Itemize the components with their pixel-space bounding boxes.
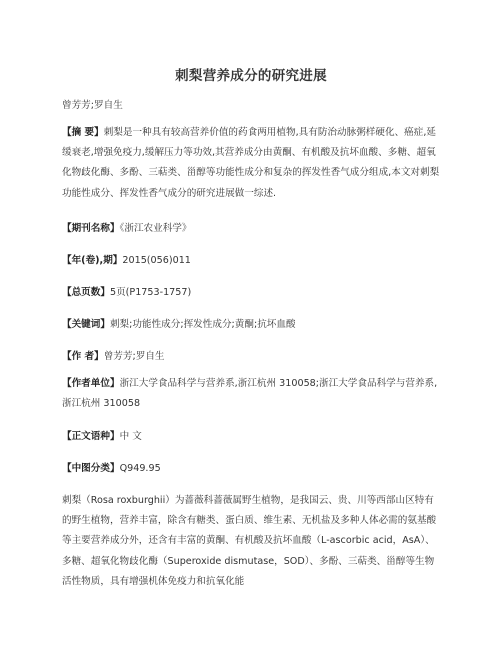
affiliation-label: 【作者单位】 — [62, 378, 120, 389]
journal-value: 《浙江农业科学》 — [119, 223, 192, 234]
body-paragraph: 刺梨（Rosa roxburghii）为蔷薇科蔷薇属野生植物，是我国云、贵、川等西部山区特有的野生植物，营养丰富，除含有糖类、蛋白质、维生素、无机盐及多种人体必需的氨基酸等主要营养成分外，还含有丰富的黄酮、有机酸及抗坏血酸（L-ascorbic acid，AsA）、多糖、超氧化物歧化酶（Superoxide dismutase，SOD）、多酚、三萜类、甾醇等生物活性物质，具有增强机体免疫力和抗氧化能 — [62, 495, 437, 587]
abstract-block — [62, 123, 442, 204]
pages-label: 【总页数】 — [62, 287, 110, 298]
pages-field — [62, 283, 442, 303]
author-line: 曾芳芳;罗自生 — [62, 100, 123, 111]
language-label: 【正文语种】 — [62, 431, 120, 442]
year-field — [62, 251, 442, 271]
journal-label: 【期刊名称】 — [62, 223, 120, 234]
keywords-label: 【关键词】 — [62, 319, 110, 330]
page-title: 刺梨营养成分的研究进展 — [175, 68, 327, 84]
affiliation-field — [62, 374, 442, 414]
journal-field — [62, 219, 442, 239]
year-label: 【年(卷),期】 — [62, 255, 123, 266]
pages-value: 5页(P1753-1757) — [109, 287, 192, 298]
author-label: 【作 者】 — [62, 351, 104, 362]
year-value: 2015(056)011 — [122, 255, 191, 266]
classification-label: 【中图分类】 — [62, 463, 120, 474]
language-field — [62, 427, 442, 447]
author-field — [62, 347, 442, 367]
author-value: 曾芳芳;罗自生 — [103, 351, 165, 362]
abstract-text: 刺梨是一种具有较高营养价值的药食两用植物,具有防治动脉粥样硬化、癌症,延缓衰老,增强免疫力,缓解压力等功效,其营养成分由黄酮、有机酸及抗坏血酸、多糖、超氧化物歧化酶、多酚、三萜类、甾醇等功能性成分和复杂的挥发性香气成分组成,本文对刺梨功能性成分、挥发性香气成分的研究进展做一综述. — [62, 127, 440, 199]
affiliation-value: 浙江大学食品科学与营养系,浙江杭州 310058;浙江大学食品科学与营养系,浙江杭州 310058 — [62, 378, 438, 410]
abstract-label: 【摘 要】 — [62, 127, 104, 138]
classification-field — [62, 459, 442, 479]
keywords-value: 刺梨;功能性成分;挥发性成分;黄酮;抗坏血酸 — [109, 319, 296, 330]
classification-value: Q949.95 — [119, 463, 161, 474]
language-value: 中 文 — [119, 431, 142, 442]
keywords-field — [62, 315, 442, 335]
